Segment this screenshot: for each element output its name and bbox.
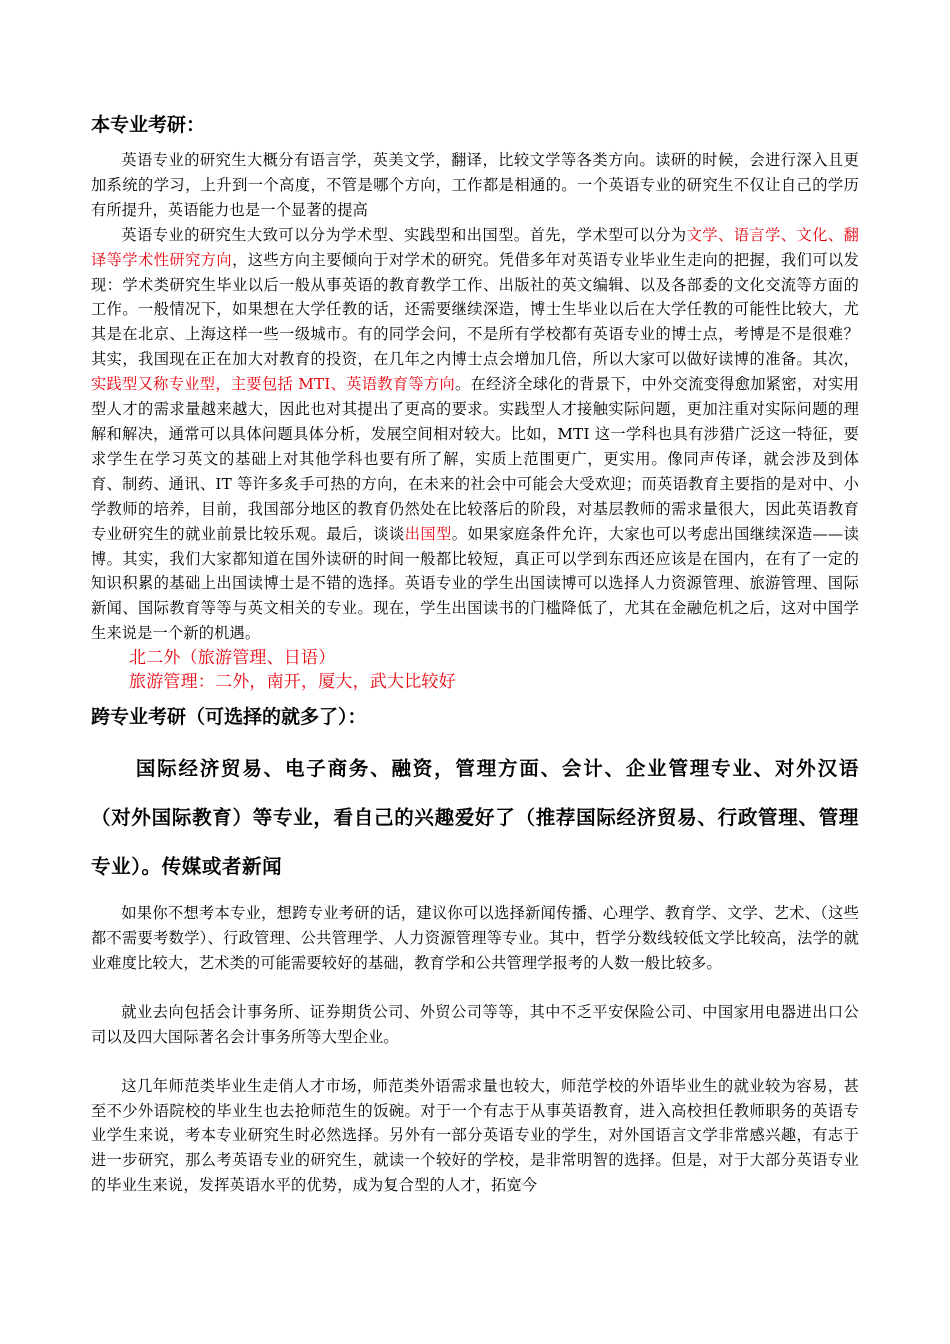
text-segment: 。在经济全球化的背景下，中外交流变得愈加紧密，对实用型人才的需求量越来越大，因此也对其提出了更高的要求。实践型人才接触实际问题，更加注重对实际问题的理解和解决，通常可以具体问题具体分析，发展空间相对较大。比如，MTI 这一学科也具有涉猎广泛这一特征，要求学生在学习英文的基础上对其他学科也要有所了解，实质上范围更广，更实用。像同声传译，就会涉及到体育、制药、通讯、IT 等许多炙手可热的方向，在未来的社会中可能会大受欢迎；而英语教育主要指的是对中、小学教师的培养，目前，我国部分地区的教育仍然处在比较落后的阶段，对基层教师的需求量很大，因此英语教育专业研究生的就业前景比较乐观。最后，谈谈 [91, 375, 859, 543]
highlight-practical: 实践型又称专业型，主要包括 MTI、英语教育等方向 [91, 375, 456, 394]
spacer [91, 1050, 859, 1074]
paragraph-overview: 英语专业的研究生大概分有语言学，英美文学，翻译，比较文学等各类方向。读研的时候，会进行深入且更加系统的学习，上升到一个高度，不管是哪个方向，工作都是相通的。一个英语专业的研究生不仅让自己的学历有所提升，英语能力也是一个显著的提高 [91, 151, 859, 219]
text-segment: 英语专业的研究生大致可以分为学术型、实践型和出国型。首先，学术型可以分为 [121, 225, 687, 244]
document-page [91, 112, 859, 1198]
paragraph-cross-major-advice: 如果你不想考本专业，想跨专业考研的话，建议你可以选择新闻传播、心理学、教育学、文学、艺术、（这些都不需要考数学）、行政管理、公共管理学、人力资源管理等专业。其中，哲学分数线较低文学比较高，法学的就业难度比较大，艺术类的可能需要较好的基础，教育学和公共管理学报考的人数一般比较多。 [91, 904, 859, 972]
paragraph-research-types [91, 223, 859, 646]
section-heading-own-major: 本专业考研： [91, 114, 206, 136]
spacer [91, 976, 859, 1000]
highlight-academic: 文学、语言学、文化、翻译等学术性研究方向 [91, 225, 860, 269]
text-segment: ，这些方向主要倾向于对学术的研究。凭借多年对英语专业毕业生走向的把握，我们可以发现：学术类研究生毕业以后一般从事英语的教育教学工作、出版社的英文编辑、以及各部委的文化交流等方面的工作。一般情况下，如果想在大学任教的话，还需要继续深造，博士生毕业以后在大学任教的可能性比较大，尤其是在北京、上海这样一些一级城市。有的同学会问，不是所有学校都有英语专业的博士点，考博是不是很难？其实，我国现在正在加大对教育的投资，在几年之内博士点会增加几倍，所以大家可以做好读博的准备。其次， [91, 250, 859, 369]
note-bisu: 北二外（旅游管理、日语） [129, 648, 336, 669]
paragraph-recommended-majors: 国际经济贸易、电子商务、融资，管理方面、会计、企业管理专业、对外汉语（对外国际教育）等专业，看自己的兴趣爱好了（推荐国际经济贸易、行政管理、管理专业）。传媒或者新闻 [91, 757, 859, 879]
paragraph-employment: 就业去向包括会计事务所、证券期货公司、外贸公司等等，其中不乏平安保险公司、中国家用电器进出口公司以及四大国际著名会计事务所等大型企业。 [91, 1002, 859, 1046]
note-tourism: 旅游管理：二外，南开，厦大，武大比较好 [129, 672, 456, 693]
highlight-abroad: 出国型 [404, 524, 452, 543]
section-heading-cross-major: 跨专业考研（可选择的就多了）： [91, 706, 367, 729]
paragraph-normal-university: 这几年师范类毕业生走俏人才市场，师范类外语需求量也较大，师范学校的外语毕业生的就业较为容易，甚至不少外语院校的毕业生也去抢师范生的饭碗。对于一个有志于从事英语教育，进入高校担任教师职务的英语专业学生来说，考本专业研究生时必然选择。另外有一部分英语专业的学生，对外国语言文学非常感兴趣，有志于进一步研究，那么考英语专业的研究生，就读一个较好的学校，是非常明智的选择。但是，对于大部分英语专业的毕业生来说，发挥英语水平的优势，成为复合型的人才，拓宽今 [91, 1076, 859, 1195]
text-segment: 。如果家庭条件允许，大家也可以考虑出国继续深造——读博。其实，我们大家都知道在国外读研的时间一般都比较短，真正可以学到东西还应该是在国内，在有了一定的知识积累的基础上出国读博士是不错的选择。英语专业的学生出国读博可以选择人力资源管理、旅游管理、国际新闻、国际教育等等与英文相关的专业。现在，学生出国读书的门槛降低了，尤其在金融危机之后，这对中国学生来说是一个新的机遇。 [91, 524, 860, 643]
